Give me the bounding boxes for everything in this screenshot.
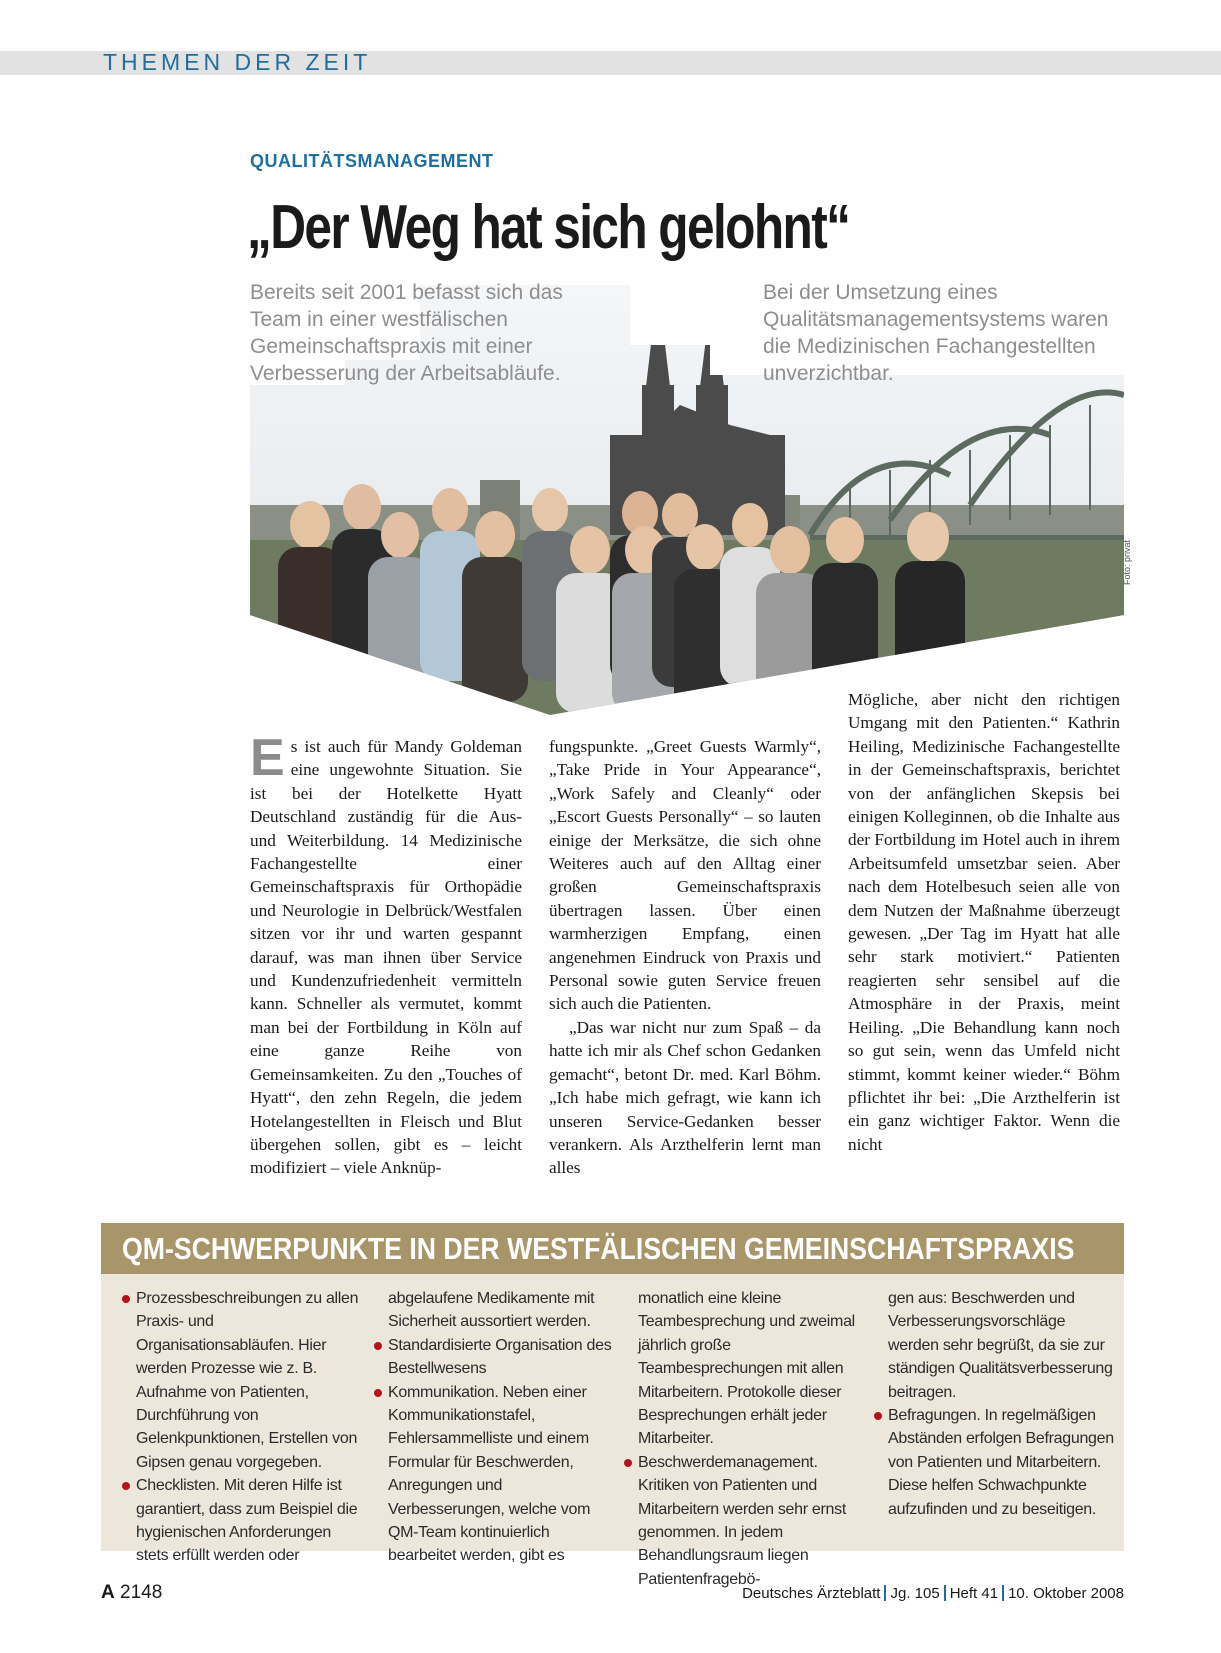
journal-date: 10. Oktober 2008 xyxy=(1008,1585,1124,1602)
page-number xyxy=(101,1582,162,1604)
list-item-continuation: gen aus: Beschwerden und Verbesserungsvorschläge werden sehr begrüßt, da sie zur ständigen Qualitätsverbesserung beitragen. xyxy=(888,1290,1113,1401)
article-kicker: QUALITÄTSMANAGEMENT xyxy=(250,151,494,171)
list-item: Kommunikation. Neben einer Kommunikationstafel, Fehlersammelliste und einem Formular für Beschwerden, Anregungen und Verbesserungen, welche vom QM-Team kontinuierlich bearbeitet werden, gibt es xyxy=(388,1381,618,1568)
list-item: Befragungen. In regelmäßigen Abständen erfolgen Befragungen von Patienten und Mitarbeitern. Diese helfen Schwachpunkte aufzufinden und zu beseitigen. xyxy=(888,1404,1118,1521)
list-item: Prozessbeschreibungen zu allen Praxis- und Organisationsabläufen. Hier werden Prozesse wie z. B. Aufnahme von Patienten, Durchführung von Gelenkpunktionen, Erstellen von Gipsen genau vorgegeben. xyxy=(136,1287,366,1474)
drop-cap: E xyxy=(250,729,285,787)
list-item-continuation: monatlich eine kleine Teambesprechung und zweimal jährlich große Teambesprechungen mit allen Mitarbeitern. Protokolle dieser Besprechungen erhält jeder Mitarbeiter. xyxy=(638,1290,855,1448)
journal-issue: Heft 41 xyxy=(949,1585,999,1602)
list-item-continuation: abgelaufene Medikamente mit Sicherheit aussortiert werden. xyxy=(388,1290,595,1331)
separator xyxy=(1002,1585,1004,1601)
infobox-column-1 xyxy=(136,1287,366,1568)
separator xyxy=(884,1585,886,1601)
infobox-column-4 xyxy=(888,1287,1118,1521)
deck-left: Bereits seit 2001 befasst sich das Team in einer westfälischen Gemeinschaftspraxis mit einer Verbesserung der Arbeitsabläufe. xyxy=(250,281,563,385)
separator xyxy=(944,1585,946,1601)
infobox-column-3 xyxy=(638,1287,868,1591)
list-item: Standardisierte Organisation des Bestellwesens xyxy=(388,1334,618,1381)
journal-name: Deutsches Ärzteblatt xyxy=(742,1585,881,1602)
list-item: Beschwerdemanagement. Kritiken von Patienten und Mitarbeitern werden sehr ernst genommen. In jedem Behandlungsraum liegen Patientenfragebö- xyxy=(638,1451,868,1591)
deck-right: Bei der Umsetzung eines Qualitätsmanagementsystems waren die Medizinischen Fachangestellten unverzichtbar. xyxy=(763,281,1109,385)
cathedral-spire-left xyxy=(645,285,671,395)
body-column-2-paragraph-1: fungspunkte. „Greet Guests Warmly“, „Take Pride in Your Appearance“, „Work Safely and Cleanly“ oder „Escort Guests Personally“ – so lauten einige der Merksätze, die sich ohne Weiteres auch auf den Alltag einer großen Gemeinschaftspraxis übertragen lassen. Über einen warmherzigen Empfang, einen angenehmen Eindruck von Praxis und Personal sowie guten Service freuen sich auch die Patienten. xyxy=(549,737,821,1014)
body-column-1 xyxy=(250,729,522,1180)
infobox-title: QM-SCHWERPUNKTE IN DER WESTFÄLISCHEN GEMEINSCHAFTSPRAXIS xyxy=(122,1231,1075,1266)
cathedral-spire-right xyxy=(699,290,725,395)
journal-volume: Jg. 105 xyxy=(890,1585,940,1602)
body-column-3: Mögliche, aber nicht den richtigen Umgang mit den Patienten.“ Kathrin Heiling, Medizinische Fachangestellte in der Gemeinschaftspraxis, berichtet von der anfänglichen Skepsis bei einigen Kolleginnen, ob die Inhalte aus der Fortbildung im Hotel auch in ihrem Arbeitsumfeld umsetzbar seien. Aber nach dem Hotelbesuch seien alle von dem Nutzen der Maßnahme überzeugt gewesen. „Der Tag im Hyatt hat alle sehr stark motiviert.“ Patienten reagierten sehr sensibel auf die Atmosphäre in der Praxis, meint Heiling. „Die Behandlung kann noch so gut sein, wenn das Umfeld nicht stimmt, kommt keiner wieder.“ Böhm pflichtet ihr bei: „Die Arzthelferin ist ein ganz wichtiger Faktor. Wenn die nicht xyxy=(848,690,1120,1154)
section-label: THEMEN DER ZEIT xyxy=(103,49,372,75)
photo-credit: Foto: privat xyxy=(1122,539,1132,585)
page-prefix: A xyxy=(101,1582,115,1603)
page-number-value: 2148 xyxy=(120,1582,163,1603)
infobox-column-2 xyxy=(388,1287,618,1568)
list-item: Checklisten. Mit deren Hilfe ist garantiert, dass zum Beispiel die hygienischen Anforderungen stets erfüllt werden oder xyxy=(136,1474,366,1568)
body-column-1-text: s ist auch für Mandy Goldeman eine ungewohnte Situation. Sie ist bei der Hotelkette Hyatt Deutschland zuständig für die Aus- und Weiterbildung. 14 Medizinische Fachangestellte einer Gemeinschaftspraxis für Orthopädie und Neurologie in Delbrück/Westfalen sitzen vor ihr und warten gespannt darauf, was man ihnen über Service und Kundenzufriedenheit vermitteln kann. Schneller als vermutet, kommt man bei der Fortbildung in Köln auf eine ganze Reihe von Gemeinsamkeiten. Zu den „Touches of Hyatt“, den zehn Regeln, die jedem Hotelangestellten in Fleisch und Blut übergehen sollen, gibt es – leicht modifiziert – viele Anknüp- xyxy=(250,737,522,1178)
body-column-2 xyxy=(549,735,821,1180)
article-title: „Der Weg hat sich gelohnt“ xyxy=(247,193,850,262)
body-column-2-paragraph-2: „Das war nicht nur zum Spaß – da hatte ich mir als Chef schon Gedanken gemacht“, betont Dr. med. Karl Böhm. „Ich habe mich gefragt, wie kann ich unseren Service-Gedanken besser verankern. Als Arzthelferin lernt man alles xyxy=(549,1017,821,1178)
infobox-header xyxy=(101,1223,1124,1274)
footer-citation xyxy=(742,1585,1124,1602)
